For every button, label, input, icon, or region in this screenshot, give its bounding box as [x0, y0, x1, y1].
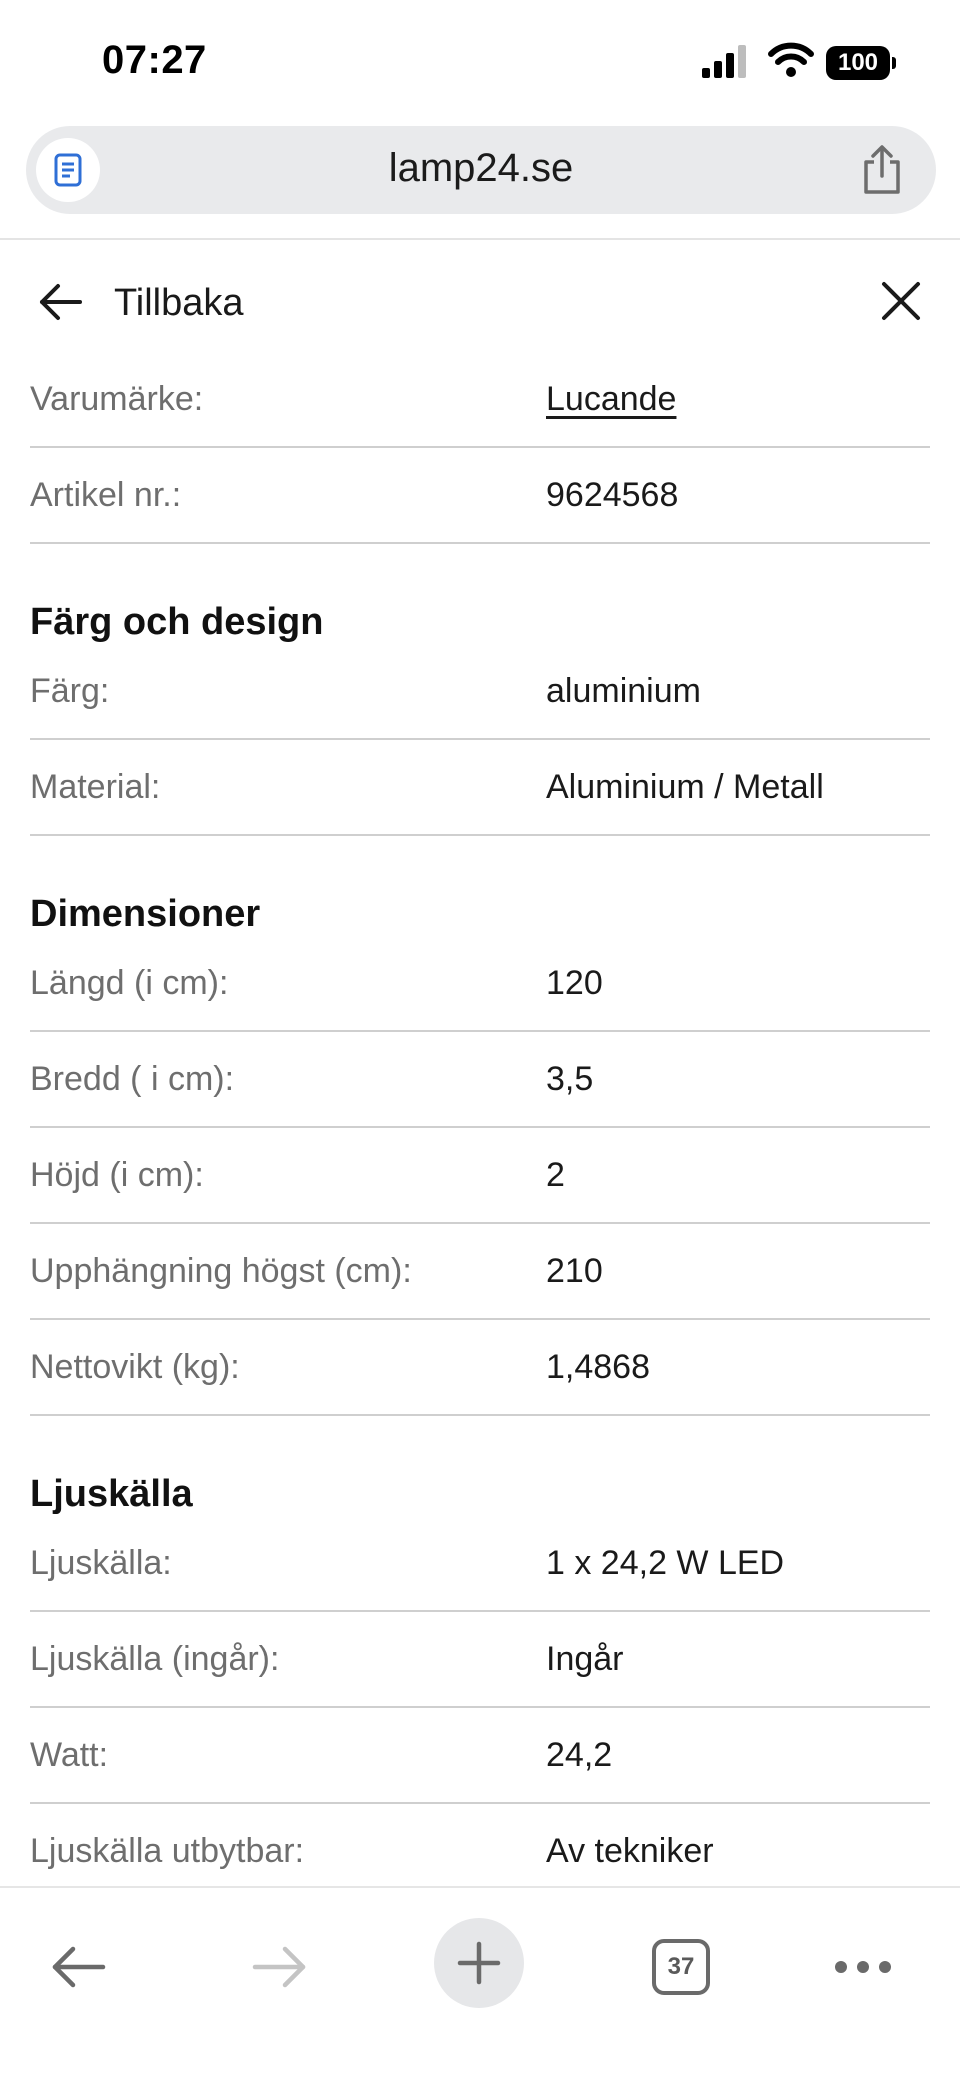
spec-row-brand: [30, 352, 930, 448]
battery-level: 100: [826, 46, 890, 80]
spec-label: Ljuskälla (ingår):: [30, 1640, 280, 1678]
back-button[interactable]: Tillbaka: [114, 282, 244, 324]
section-title-light-source: Ljuskälla: [30, 1473, 193, 1515]
browser-forward-button[interactable]: [234, 1922, 324, 2012]
spec-row-material: [30, 740, 930, 836]
brand-link[interactable]: Lucande: [546, 380, 677, 418]
spec-label: Ljuskälla utbytbar:: [30, 1832, 305, 1870]
spec-label: Upphängning högst (cm):: [30, 1252, 412, 1290]
tab-count: 37: [652, 1939, 710, 1995]
spec-value: 210: [546, 1252, 603, 1290]
section-title-color-design: Färg och design: [30, 601, 324, 643]
battery-indicator: [826, 46, 896, 80]
spec-label: Längd (i cm):: [30, 964, 229, 1002]
spec-row-article-number: [30, 448, 930, 544]
spec-value: Aluminium / Metall: [546, 768, 824, 806]
spec-label: Färg:: [30, 672, 110, 710]
spec-label: Ljuskälla:: [30, 1544, 172, 1582]
address-bar[interactable]: [26, 126, 936, 214]
spec-value: 24,2: [546, 1736, 613, 1774]
panel-header: [0, 262, 960, 342]
plus-icon: [456, 1940, 502, 1986]
new-tab-button[interactable]: [434, 1918, 524, 2008]
arrow-left-icon: [49, 1943, 109, 1991]
spec-row-light-included: [30, 1612, 930, 1708]
more-menu-button[interactable]: [818, 1922, 908, 2012]
cellular-signal-icon: [700, 44, 750, 78]
spec-value: 9624568: [546, 476, 679, 514]
arrow-right-icon: [249, 1943, 309, 1991]
share-icon[interactable]: [858, 144, 906, 196]
spec-row-suspension: [30, 1224, 930, 1320]
browser-toolbar: [0, 1886, 960, 2078]
spec-value: 3,5: [546, 1060, 594, 1098]
close-icon[interactable]: [878, 278, 924, 324]
spec-label: Material:: [30, 768, 161, 806]
url-text[interactable]: lamp24.se: [388, 146, 574, 190]
product-specifications: [30, 352, 930, 1900]
spec-label: Artikel nr.:: [30, 476, 182, 514]
section-title-dimensions: Dimensioner: [30, 893, 261, 935]
battery-nub: [892, 57, 896, 69]
spec-row-watt: [30, 1708, 930, 1804]
spec-label: Watt:: [30, 1736, 109, 1774]
back-arrow-icon[interactable]: [36, 280, 84, 324]
wifi-icon: [768, 42, 814, 78]
spec-row-height: [30, 1128, 930, 1224]
spec-value: Av tekniker: [546, 1832, 714, 1870]
spec-row-width: [30, 1032, 930, 1128]
status-time: 07:27: [102, 38, 207, 82]
spec-row-length: [30, 936, 930, 1032]
spec-value: 2: [546, 1156, 565, 1194]
spec-value: Ingår: [546, 1640, 624, 1678]
spec-label: Höjd (i cm):: [30, 1156, 204, 1194]
spec-label: Varumärke:: [30, 380, 204, 418]
browser-back-button[interactable]: [34, 1922, 124, 2012]
spec-row-light-source: [30, 1516, 930, 1612]
tabs-button[interactable]: [636, 1922, 726, 2012]
spec-value: 1,4868: [546, 1348, 650, 1386]
browser-divider: [0, 238, 960, 240]
spec-value: aluminium: [546, 672, 701, 710]
spec-label: Nettovikt (kg):: [30, 1348, 240, 1386]
status-bar: [0, 0, 960, 120]
spec-row-color: [30, 644, 930, 740]
spec-value: 1 x 24,2 W LED: [546, 1544, 785, 1582]
spec-row-net-weight: [30, 1320, 930, 1416]
spec-value: 120: [546, 964, 603, 1002]
spec-label: Bredd ( i cm):: [30, 1060, 235, 1098]
more-dots-icon: [833, 1959, 893, 1975]
